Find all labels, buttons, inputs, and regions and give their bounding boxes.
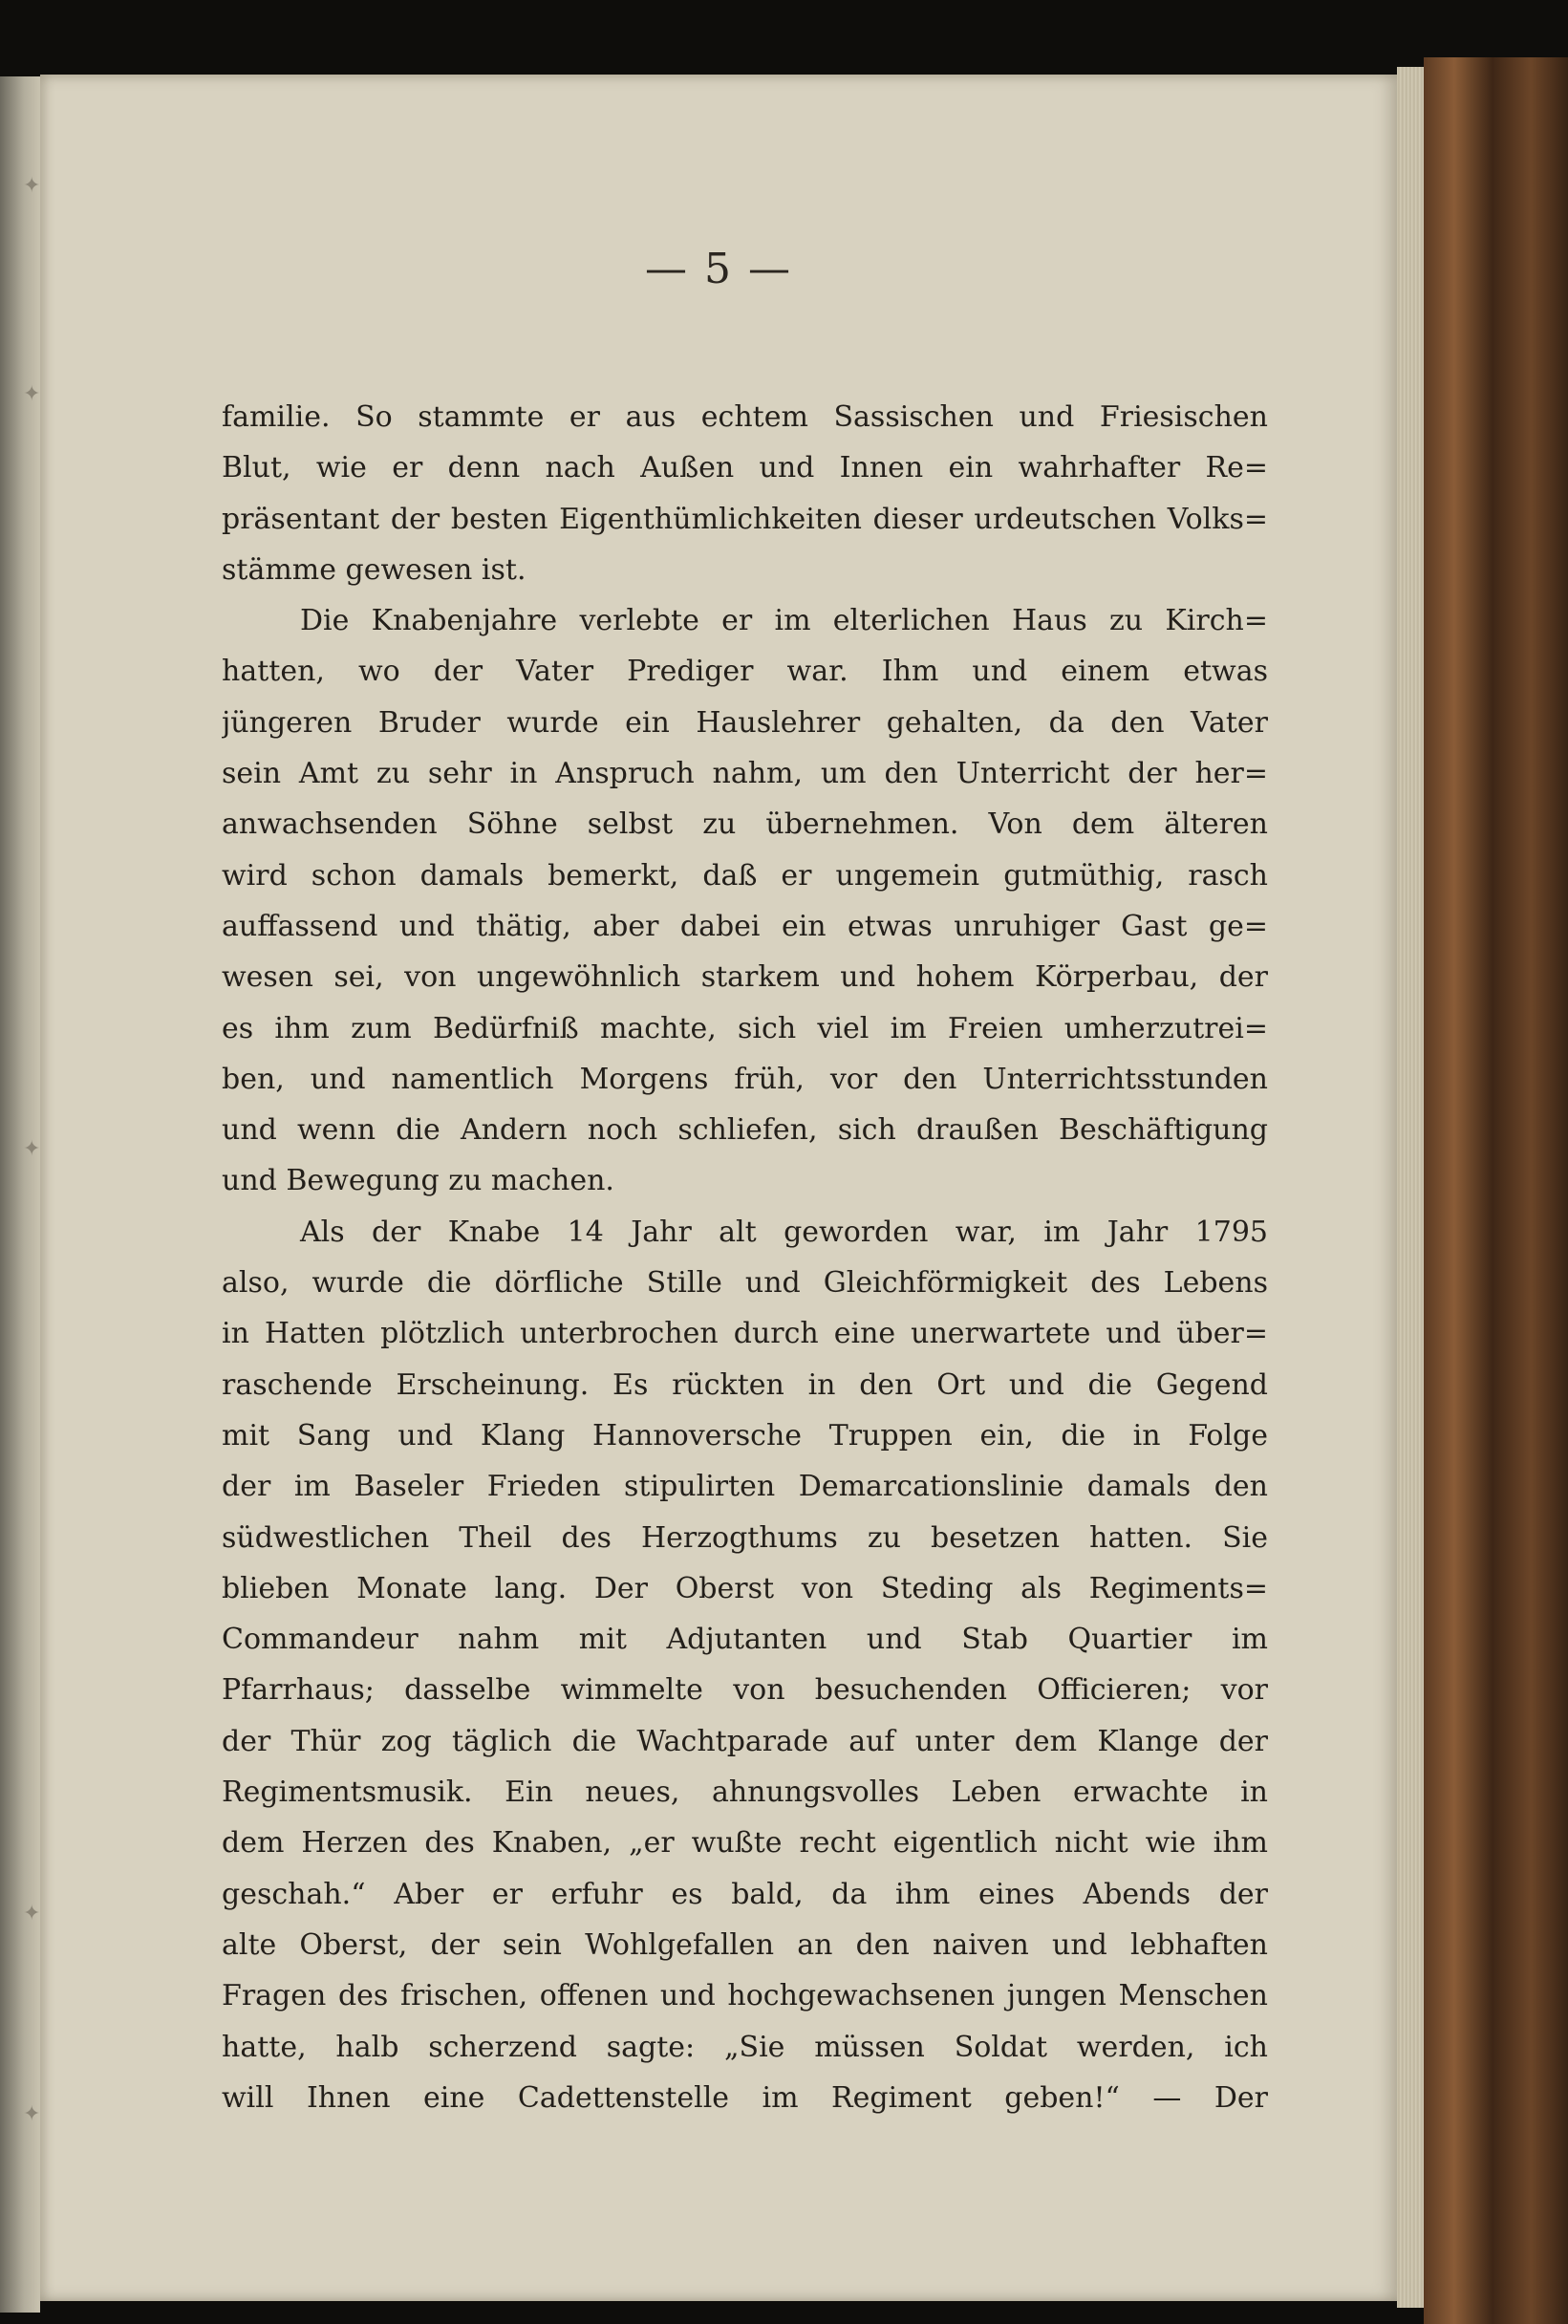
text-line: wird schon damals bemerkt, daß er ungemein gutmüthig, rasch	[222, 858, 1268, 893]
text-line: mit Sang und Klang Hannoversche Truppen ein, die in Folge	[222, 1418, 1268, 1452]
text-line: stämme gewesen ist.	[222, 552, 526, 587]
text-line: Blut, wie er denn nach Außen und Innen ein wahrhafter Re=	[222, 451, 1268, 485]
margin-ornament-icon: ✦	[23, 1137, 41, 1161]
text-line: hatten, wo der Vater Prediger war. Ihm und einem etwas	[222, 655, 1268, 689]
text-line: ben, und namentlich Morgens früh, vor den Unterrichtsstunden	[222, 1062, 1268, 1096]
text-line: familie. So stammte er aus echtem Sassischen und Friesischen	[222, 400, 1268, 434]
text-line: Fragen des frischen, offenen und hochgewachsenen jungen Menschen	[222, 1979, 1268, 2013]
text-line: Regimentsmusik. Ein neues, ahnungsvolles Leben erwachte in	[222, 1775, 1268, 1810]
text-line: sein Amt zu sehr in Anspruch nahm, um den Unterricht der her=	[222, 757, 1268, 791]
text-line: und wenn die Andern noch schliefen, sich draußen Beschäftigung	[222, 1113, 1268, 1148]
margin-ornament-icon: ✦	[23, 2102, 41, 2126]
page-number: — 5 —	[645, 245, 792, 293]
text-line: raschende Erscheinung. Es rückten in den Ort und die Gegend	[222, 1367, 1268, 1402]
text-line: also, wurde die dörfliche Stille und Gleichförmigkeit des Lebens	[222, 1266, 1268, 1301]
text-line: südwestlichen Theil des Herzogthums zu besetzen hatten. Sie	[222, 1520, 1268, 1555]
margin-ornament-icon: ✦	[23, 382, 41, 406]
text-line: präsentant der besten Eigenthümlichkeiten dieser urdeutschen Volks=	[222, 502, 1268, 536]
body-text	[222, 392, 1268, 2123]
text-line: es ihm zum Bedürfniß machte, sich viel im Freien umherzutrei=	[222, 1011, 1268, 1045]
left-page-edge	[0, 76, 40, 2313]
text-line: Die Knabenjahre verlebte er im elterlichen Haus zu Kirch=	[300, 604, 1268, 638]
book-page	[40, 75, 1397, 2301]
page-edges	[1397, 67, 1424, 2308]
text-line: hatte, halb scherzend sagte: „Sie müssen Soldat werden, ich	[222, 2030, 1268, 2064]
text-line: geschah.“ Aber er erfuhr es bald, da ihm eines Abends der	[222, 1877, 1268, 1911]
text-line: blieben Monate lang. Der Oberst von Steding als Regiments=	[222, 1571, 1268, 1605]
text-line: will Ihnen eine Cadettenstelle im Regiment geben!“ — Der	[222, 2080, 1268, 2115]
text-line: dem Herzen des Knaben, „er wußte recht eigentlich nicht wie ihm	[222, 1826, 1268, 1861]
text-line: jüngeren Bruder wurde ein Hauslehrer gehalten, da den Vater	[222, 705, 1268, 740]
margin-ornament-icon: ✦	[23, 1902, 41, 1926]
text-line: der Thür zog täglich die Wachtparade auf unter dem Klange der	[222, 1724, 1268, 1758]
text-line: Pfarrhaus; dasselbe wimmelte von besuchenden Officieren; vor	[222, 1673, 1268, 1708]
margin-ornament-icon: ✦	[23, 174, 41, 198]
text-line: Commandeur nahm mit Adjutanten und Stab Quartier im	[222, 1623, 1268, 1657]
text-line: alte Oberst, der sein Wohlgefallen an den naiven und lebhaften	[222, 1927, 1268, 1962]
text-line: in Hatten plötzlich unterbrochen durch eine unerwartete und über=	[222, 1317, 1268, 1351]
text-line: anwachsenden Söhne selbst zu übernehmen. Von dem älteren	[222, 807, 1268, 842]
book-cover	[1424, 57, 1568, 2324]
text-line: und Bewegung zu machen.	[222, 1164, 614, 1198]
text-line: auffassend und thätig, aber dabei ein etwas unruhiger Gast ge=	[222, 909, 1268, 943]
text-line: wesen sei, von ungewöhnlich starkem und hohem Körperbau, der	[222, 960, 1268, 995]
text-line: Als der Knabe 14 Jahr alt geworden war, im Jahr 1795	[300, 1215, 1268, 1249]
text-line: der im Baseler Frieden stipulirten Demarcationslinie damals den	[222, 1470, 1268, 1504]
